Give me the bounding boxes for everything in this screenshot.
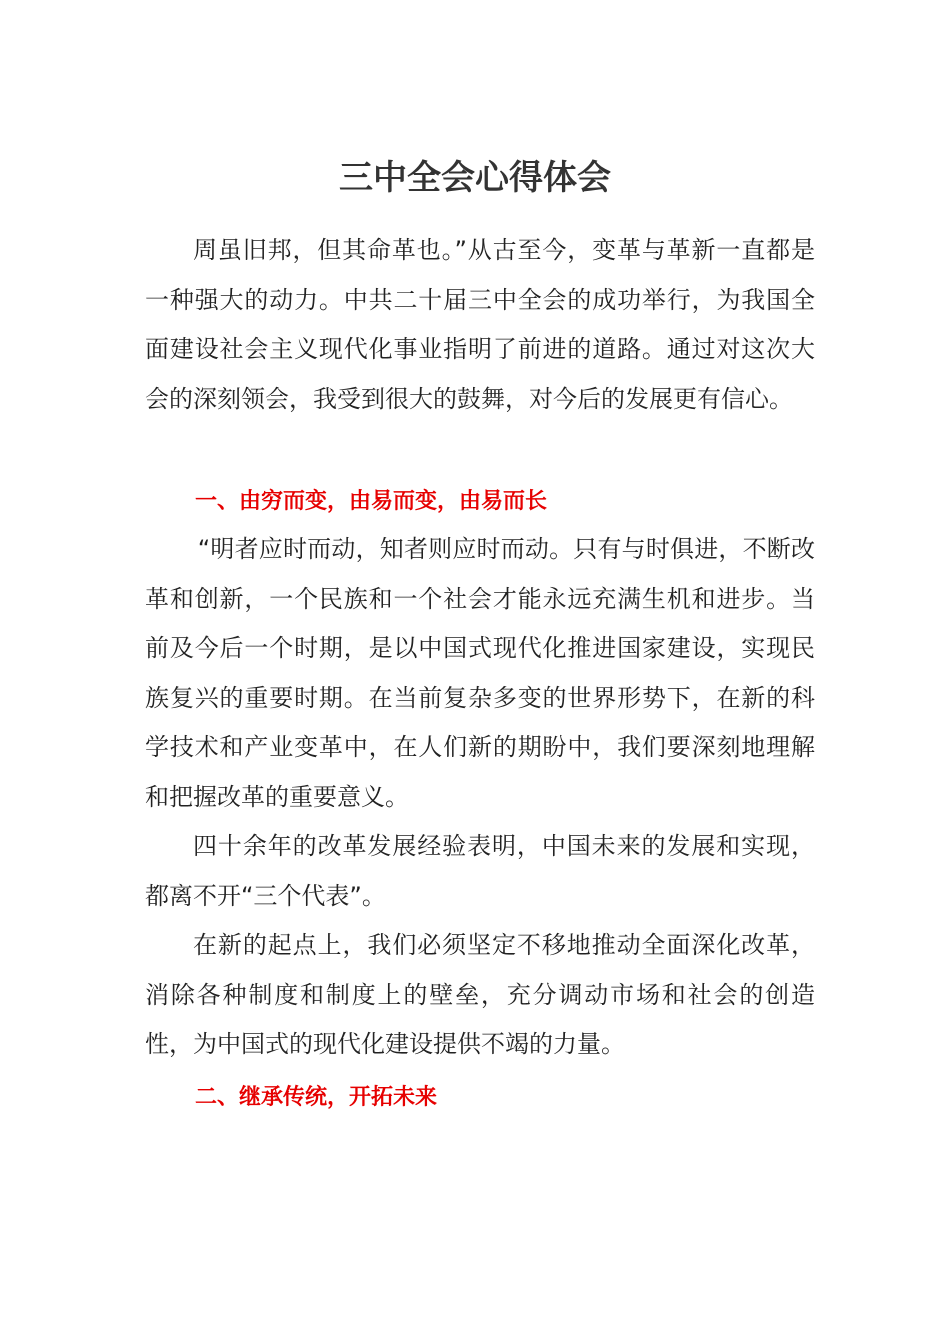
paragraph-section1-1: “明者应时而动，知者则应时而动。只有与时俱进，不断改革和创新，一个民族和一个社会才能永远充满生机和进步。当前及今后一个时期，是以中国式现代化推进国家建设，实现民族复兴的重要时期。在当前复杂多变的世界形势下，在新的科学技术和产业变革中，在人们新的期盼中，我们要深刻地理解和把握改革的重要意义。 [145, 535, 815, 811]
paragraph-section1-2: 四十余年的改革发展经验表明，中国未来的发展和实现，都离不开“三个代表”。 [145, 832, 815, 910]
section-heading-2: 二、继承传统，开拓未来 [195, 1085, 438, 1110]
page-title: 三中全会心得体会 [339, 158, 611, 198]
section-heading-1: 一、由穷而变，由易而变，由易而长 [195, 489, 548, 514]
paragraph-section1-3: 在新的起点上，我们必须坚定不移地推动全面深化改革，消除各种制度和制度上的壁垒，充分调动市场和社会的创造性，为中国式的现代化建设提供不竭的力量。 [145, 931, 815, 1058]
paragraph-intro: 周虽旧邦，但其命革也。”从古至今，变革与革新一直都是一种强大的动力。中共二十届三中全会的成功举行，为我国全面建设社会主义现代化事业指明了前进的道路。通过对这次大会的深刻领会，我受到很大的鼓舞，对今后的发展更有信心。 [145, 236, 815, 413]
